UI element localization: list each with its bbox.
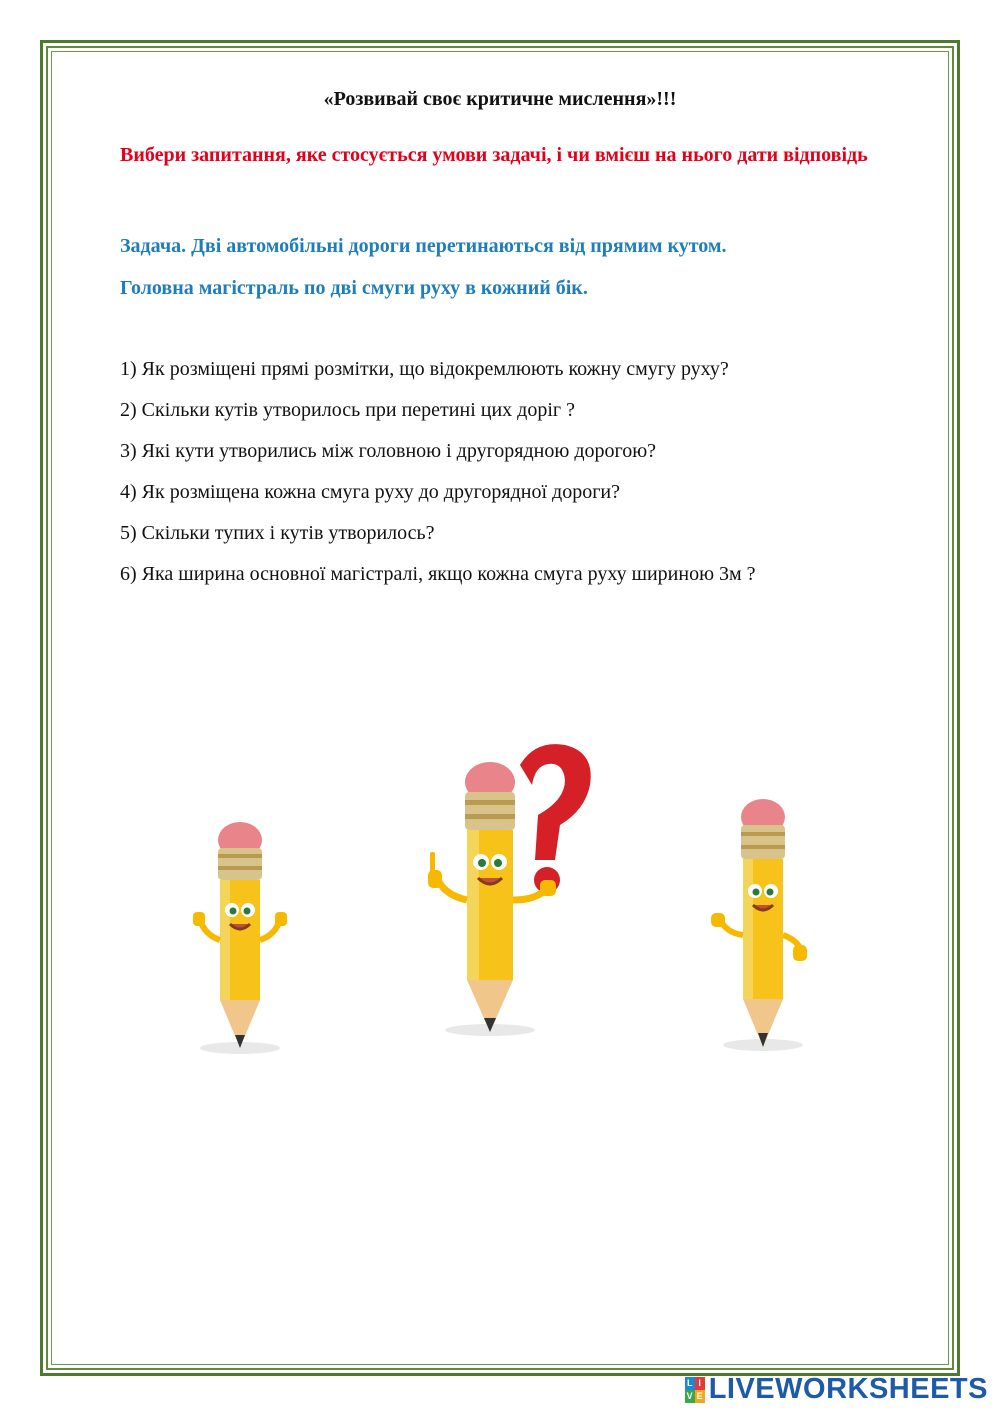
- pencil-thumbs-up-icon: [185, 820, 295, 1060]
- logo-mark-icon: [685, 1377, 705, 1403]
- question-item: 1) Як розміщені прямі розмітки, що відокремлюють кожну смугу руху?: [120, 358, 729, 380]
- instruction-text: Вибери запитання, яке стосується умови задачі, і чи вмієш на нього дати відповідь: [120, 144, 868, 166]
- question-item: 4) Як розміщена кожна смуга руху до другорядної дороги?: [120, 481, 620, 503]
- logo-text: LIVEWORKSHEETS: [708, 1373, 988, 1405]
- worksheet-title: «Розвивай своє критичне мислення»!!!: [323, 88, 677, 110]
- question-item: 3) Які кути утворились між головною і другорядною дорогою?: [120, 440, 657, 462]
- questions-list: [120, 355, 940, 601]
- task-line-2: Головна магістраль по дві смуги руху в кожний бік.: [120, 277, 588, 299]
- question-item: 6) Яка ширина основної магістралі, якщо кожна смуга руху шириною 3м ?: [120, 563, 756, 585]
- liveworksheets-logo: [685, 1373, 988, 1406]
- logo-letter: E: [696, 1390, 703, 1401]
- question-item: 2) Скільки кутів утворилось при перетині цих доріг ?: [120, 399, 575, 421]
- question-item: 5) Скільки тупих і кутів утворилось?: [120, 522, 435, 544]
- pencil-question-mark-icon: [420, 740, 600, 1040]
- logo-letter: I: [695, 1377, 705, 1390]
- task-line-1: Задача. Дві автомобільні дороги перетинаються від прямим кутом.: [120, 235, 727, 257]
- logo-letter: L: [685, 1377, 695, 1390]
- pencil-waving-icon: [705, 795, 815, 1055]
- logo-letter: V: [686, 1390, 693, 1401]
